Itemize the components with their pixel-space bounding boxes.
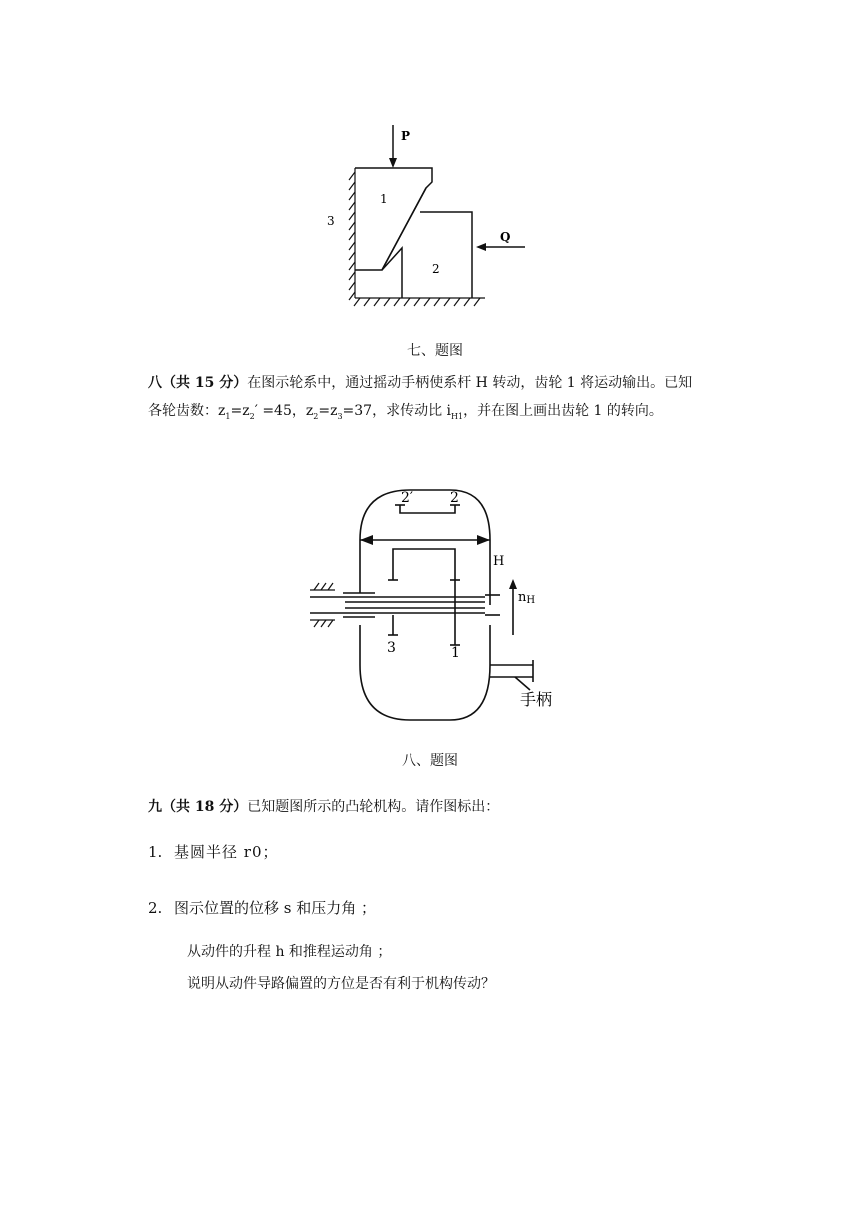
question-9-item-3: 从动件的升程 h 和推程运动角 ；	[187, 944, 392, 960]
label-gear-1: 1	[451, 645, 460, 661]
question-8	[148, 373, 728, 427]
item-1-text: 基圆半径 r0；	[174, 843, 279, 861]
item-1-number: 1.	[148, 843, 163, 861]
question-9-heading: 九（共 18 分）	[148, 799, 248, 815]
label-block-1: 1	[380, 192, 388, 206]
label-handle: 手柄	[520, 690, 553, 709]
question-9-intro: 九（共 18 分）已知题图所示的凸轮机构。请作图标出：	[148, 799, 500, 815]
label-block-2: 2	[432, 262, 440, 276]
question-9-item-4: 说明从动件导路偏置的方位是否有利于机构传动？	[187, 976, 495, 992]
item-2-number: 2.	[148, 899, 163, 917]
label-P: P	[401, 129, 411, 143]
question-8-line-2: 各轮齿数：$z_1=z_2' =45$，$z_2=z_3=37$，求传动比 $i_{H1}$，并在图上画出齿轮 1 的转向。	[148, 403, 663, 421]
figure-8-diagram	[305, 485, 570, 730]
label-gear-2prime: 2′	[401, 490, 414, 506]
label-gear-3: 3	[387, 640, 396, 656]
block-1	[355, 168, 432, 270]
label-gear-2: 2	[450, 490, 459, 506]
label-nH: nH	[518, 590, 536, 606]
question-9-item-2	[148, 898, 376, 918]
housing-bottom	[360, 665, 490, 720]
question-8-line-1: 八（共 15 分）在图示轮系中，通过摇动手柄使系杆 H 转动，齿轮 1 将运动输出。已知	[148, 375, 693, 391]
figure-7-diagram	[320, 120, 540, 315]
question-8-heading: 八（共 15 分）	[148, 375, 248, 391]
housing-top	[360, 490, 490, 540]
item-2-text: 图示位置的位移 s 和压力角 ；	[174, 899, 377, 917]
label-wall-3: 3	[327, 214, 335, 228]
figure-7-caption: 七、题图	[407, 343, 463, 359]
label-Q: Q	[500, 230, 511, 244]
block-2	[382, 248, 402, 298]
label-carrier-H: H	[493, 554, 505, 569]
question-9-item-1	[148, 842, 278, 862]
figure-8-caption: 八、题图	[402, 753, 458, 769]
